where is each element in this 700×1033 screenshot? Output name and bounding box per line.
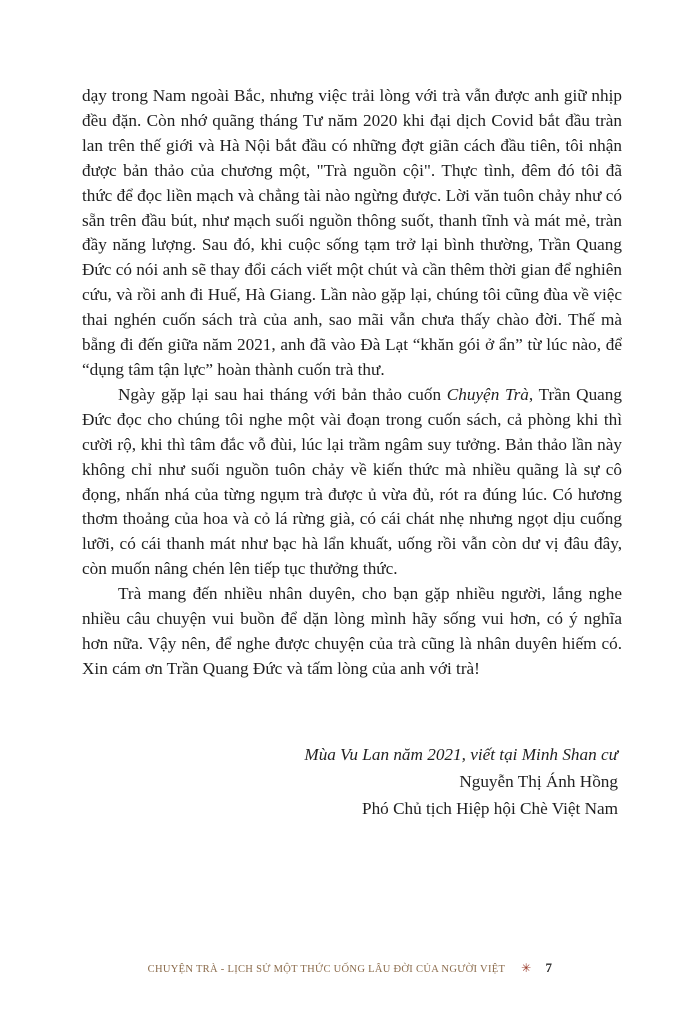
paragraph-3: Trà mang đến nhiều nhân duyên, cho bạn gặp nhiều người, lắng nghe nhiều câu chuyện vui buồn để dặn lòng mình hãy sống vui hơn, có ý nghĩa hơn nữa. Vậy nên, để nghe được chuyện của trà cũng là nhân duyên hiếm có. Xin cám ơn Trần Quang Đức và tấm lòng của anh với trà! <box>82 584 622 678</box>
book-title-italic: Chuyện Trà <box>446 384 529 404</box>
signature-position: Phó Chủ tịch Hiệp hội Chè Việt Nam <box>362 799 618 818</box>
star-separator-icon: ✳ <box>521 961 532 975</box>
paragraph-2-start: Ngày gặp lại sau hai tháng với bản thảo cuốn <box>118 384 447 404</box>
paragraph-1: dạy trong Nam ngoài Bắc, nhưng việc trải lòng với trà vẫn được anh giữ nhịp đều đặn. Còn nhớ quãng tháng Tư năm 2020 khi đại dịch Covid bắt đầu tràn lan trên thế giới và Hà Nội bắt đầu có những đợt giãn cách đầu tiên, tôi nhận được bản thảo của chương một, "Trà nguồn cội". Thực tình, đêm đó tôi đã thức để đọc liền mạch và chẳng tài nào ngừng được. Lời văn tuôn chảy như có sẵn trên đầu bút, như mạch suối nguồn thông suốt, thanh tĩnh và mát mẻ, tràn đầy năng lượng. Sau đó, khi cuộc sống tạm trở lại bình thường, Trần Quang Đức có nói anh sẽ thay đổi cách viết một chút và cần thêm thời gian để nghiên cứu, và rồi anh đi Huế, Hà Giang. Lần nào gặp lại, chúng tôi cũng đùa về việc thai nghén cuốn sách trà của anh, sao mãi vẫn chưa thấy chào đời. Thế mà bẵng đi đến giữa năm 2021, anh đã vào Đà Lạt “khăn gói ở ẩn” từ lúc nào, để “dụng tâm tận lực” hoàn thành cuốn trà thư. <box>82 86 622 379</box>
paragraph-2-rest: , Trần Quang Đức đọc cho chúng tôi nghe một vài đoạn trong cuốn sách, cả phòng khi thì cười rộ, khi thì tâm đắc vỗ đùi, lúc lại trầm ngâm suy tưởng. Bản thảo lần này không chỉ như suối nguồn tuôn chảy về kiến thức mà nhiều quãng là sự cô đọng, nhấn nhá của từng ngụm trà được ủ vừa đủ, rót ra đúng lúc. Có hương thơm thoảng của hoa và cỏ lá rừng già, có cái chát nhẹ nhưng ngọt dịu cuống lưỡi, có cái thanh mát như bạc hà lẩn khuất, uống rồi vẫn còn dư vị đâu đây, còn muốn nâng chén lên tiếp tục thưởng thức. <box>82 384 622 579</box>
page-number: 7 <box>545 960 553 975</box>
signature-block <box>304 741 618 822</box>
signature-author: Nguyễn Thị Ánh Hồng <box>459 772 618 791</box>
paragraph-2 <box>82 383 622 582</box>
body-text <box>82 84 622 682</box>
running-head: CHUYỆN TRÀ - LỊCH SỬ MỘT THỨC UỐNG LÂU ĐỜI CỦA NGƯỜI VIỆT <box>147 964 506 975</box>
signature-date-place: Mùa Vu Lan năm 2021, viết tại Minh Shan cư <box>304 745 618 764</box>
page-footer <box>0 960 700 976</box>
